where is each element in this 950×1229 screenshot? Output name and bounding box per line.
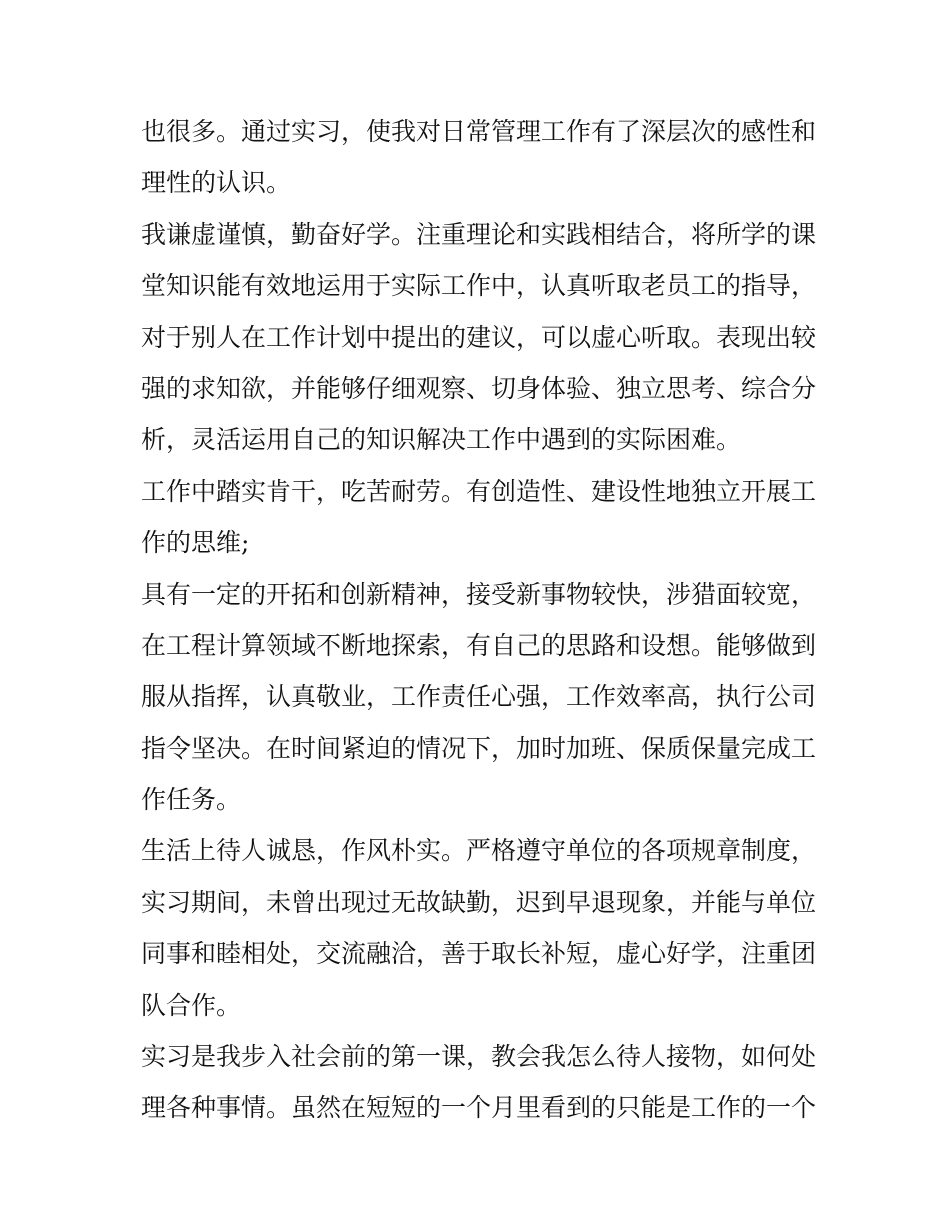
text-line: 同事和睦相处，交流融洽，善于取长补短，虚心好学，注重团	[141, 939, 817, 969]
text-line: 强的求知欲，并能够仔细观察、切身体验、独立思考、综合分	[141, 373, 817, 403]
text-line: 实习是我步入社会前的第一课，教会我怎么待人接物，如何处	[141, 1042, 817, 1072]
text-line: 指令坚决。在时间紧迫的情况下，加时加班、保质保量完成工	[141, 733, 817, 763]
text-line: 作的思维;	[141, 528, 250, 558]
text-line: 队合作。	[141, 990, 242, 1020]
body-text	[141, 106, 831, 1134]
text-line: 实习期间，未曾出现过无故缺勤，迟到早退现象，并能与单位	[141, 887, 817, 917]
text-line: 析，灵活运用自己的知识解决工作中遇到的实际困难。	[141, 425, 742, 455]
text-line: 在工程计算领域不断地探索，有自己的思路和设想。能够做到	[141, 630, 817, 660]
text-line: 我谦虚谨慎，勤奋好学。注重理论和实践相结合，将所学的课	[141, 219, 817, 249]
text-line: 堂知识能有效地运用于实际工作中，认真听取老员工的指导，	[141, 271, 817, 301]
text-line: 也很多。通过实习，使我对日常管理工作有了深层次的感性和	[141, 117, 817, 146]
text-line: 生活上待人诚恳，作风朴实。严格遵守单位的各项规章制度，	[141, 836, 817, 866]
text-line: 服从指挥，认真敬业，工作责任心强，工作效率高，执行公司	[141, 682, 817, 712]
text-line: 工作中踏实肯干，吃苦耐劳。有创造性、建设性地独立开展工	[141, 476, 817, 506]
text-line: 理性的认识。	[141, 168, 292, 198]
text-line: 具有一定的开拓和创新精神，接受新事物较快，涉猎面较宽，	[141, 579, 817, 609]
text-line: 作任务。	[141, 785, 242, 815]
text-line: 理各种事情。虽然在短短的一个月里看到的只能是工作的一个	[141, 1093, 817, 1123]
text-line: 对于别人在工作计划中提出的建议，可以虚心听取。表现出较	[141, 322, 817, 352]
